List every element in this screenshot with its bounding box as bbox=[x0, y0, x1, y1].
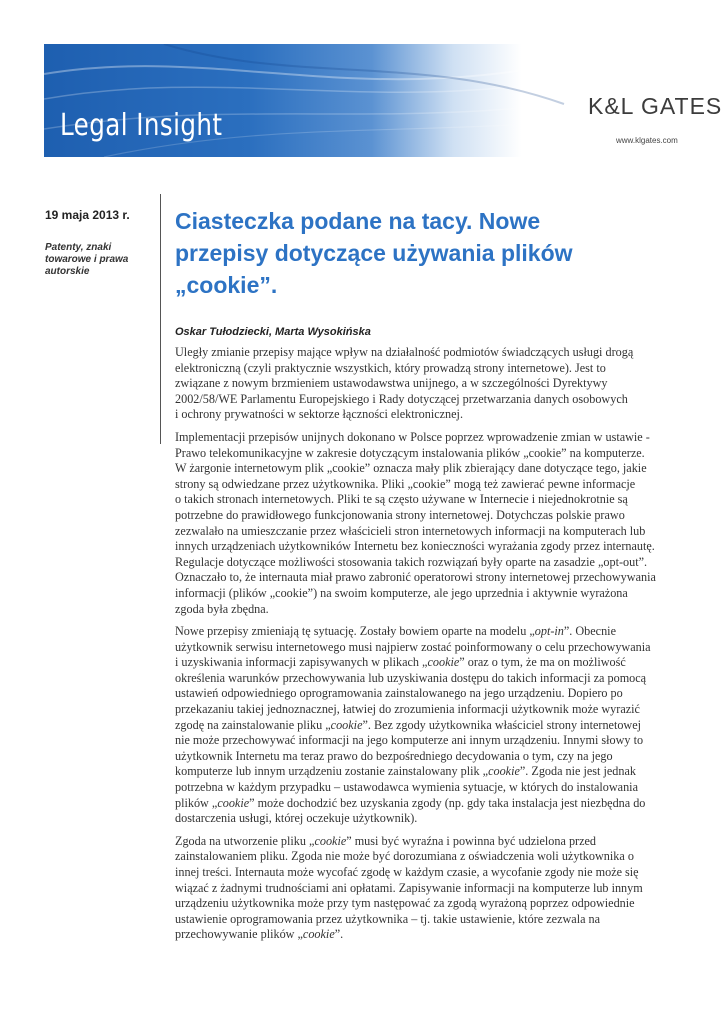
paragraph-line bbox=[175, 718, 707, 734]
italic-term: cookie bbox=[217, 795, 250, 810]
text-segment: o takich stronach internetowych. Pliki te są często używane w Internecie i niejednokrotnie są bbox=[175, 492, 628, 507]
text-segment: ”. bbox=[334, 927, 344, 942]
text-segment: ustawienie oprogramowania przez użytkownika – tj. takie ustawienie, które zezwala na bbox=[175, 911, 601, 926]
text-segment: przechowywanie plików „ bbox=[175, 927, 303, 942]
text-segment: potrzebna w każdym przypadku – ustawodawca wymienia sytuacje, w których do instalowania bbox=[175, 780, 638, 795]
text-segment: zezwalało na umieszczanie przez właścicieli stron internetowych informacji na komputerach lub bbox=[175, 523, 646, 538]
paragraph-line bbox=[175, 912, 707, 928]
body-paragraph bbox=[175, 430, 707, 617]
publication-date: 19 maja 2013 r. bbox=[45, 208, 130, 222]
text-segment: Implementacji przepisów unijnych dokonano w Polsce poprzez wprowadzenie zmian w ustawie - bbox=[175, 429, 650, 444]
text-segment: ” musi być wyraźna i powinna być udzielona przed bbox=[346, 833, 597, 848]
paragraph-line bbox=[175, 376, 707, 392]
paragraph-line bbox=[175, 686, 707, 702]
paragraph-line bbox=[175, 624, 707, 640]
header-banner bbox=[44, 44, 724, 157]
text-segment: Prawo telekomunikacyjne w zakresie dotyczącym instalowania plików „cookie” na komputerze. bbox=[175, 445, 645, 460]
title-line: Ciasteczka podane na tacy. Nowe bbox=[175, 208, 541, 234]
text-segment: i uzyskiwania informacji zapisywanych w plikach „ bbox=[175, 655, 428, 670]
italic-term: cookie bbox=[302, 927, 335, 942]
text-segment: potrzebne do prawidłowego funkcjonowania strony internetowej. Dotychczas polskie prawo bbox=[175, 507, 625, 522]
text-segment: ” oraz o tym, że ma on możliwość bbox=[459, 655, 626, 670]
paragraph-line bbox=[175, 749, 707, 765]
body-paragraph bbox=[175, 834, 707, 943]
paragraph-line bbox=[175, 796, 707, 812]
paragraph-line bbox=[175, 524, 707, 540]
text-segment: Oznaczało to, że internauta miał prawo zabronić operatorowi strony internetowej przechowywania bbox=[175, 570, 656, 585]
text-segment: plików „ bbox=[175, 795, 218, 810]
text-segment: i ochrony prywatności w sektorze łączności elektronicznej. bbox=[175, 407, 463, 422]
paragraph-line bbox=[175, 492, 707, 508]
paragraph-line bbox=[175, 671, 707, 687]
banner-title: Legal Insight bbox=[60, 108, 223, 143]
paragraph-line bbox=[175, 702, 707, 718]
paragraph-line bbox=[175, 446, 707, 462]
paragraph-line bbox=[175, 555, 707, 571]
text-segment: ustawień odpowiedniego oprogramowania zainstalowanego na jego urządzeniu. Dopiero po bbox=[175, 686, 623, 701]
paragraph-line bbox=[175, 881, 707, 897]
text-segment: Zgoda na utworzenie pliku „ bbox=[175, 833, 315, 848]
article-authors: Oskar Tułodziecki, Marta Wysokińska bbox=[175, 326, 371, 338]
paragraph-line bbox=[175, 361, 707, 377]
body-paragraph bbox=[175, 624, 707, 827]
text-segment: zgodę na zainstalowanie pliku „ bbox=[175, 717, 331, 732]
article-body bbox=[175, 345, 707, 950]
italic-term: cookie bbox=[314, 833, 347, 848]
text-segment: nie może przechowywać informacji na jego komputerze ani innym urządzeniu. Innymi słowy to bbox=[175, 733, 644, 748]
article-title bbox=[175, 205, 705, 301]
title-line: przepisy dotyczące używania plików bbox=[175, 240, 573, 266]
paragraph-line bbox=[175, 461, 707, 477]
paragraph-line bbox=[175, 865, 707, 881]
text-segment: strony są odwiedzane przez użytkownika. Pliki „cookie” mogą też zawierać pewne informacje bbox=[175, 476, 636, 491]
text-segment: ”. Bez zgody użytkownika właściciel strony internetowej bbox=[362, 717, 642, 732]
text-segment: Uległy zmianie przepisy mające wpływ na działalność podmiotów świadczących usługi drogą bbox=[175, 345, 634, 359]
text-segment: zgoda była zbędna. bbox=[175, 601, 269, 616]
paragraph-line bbox=[175, 849, 707, 865]
paragraph-line bbox=[175, 764, 707, 780]
text-segment: ” może dochodzić bez uzyskania zgody (np. gdy taka instalacja jest niezbędna do bbox=[249, 795, 646, 810]
category-label bbox=[45, 242, 145, 278]
text-segment: zainstalowaniem pliku. Zgoda nie może być dorozumiana z oświadczenia woli użytkownika o bbox=[175, 849, 634, 864]
text-segment: Nowe przepisy zmieniają tę sytuację. Zostały bowiem oparte na modelu „ bbox=[175, 624, 535, 639]
paragraph-line bbox=[175, 392, 707, 408]
text-segment: Regulacje dotyczące możliwości stosowania takich rozwiązań były oparte na zasadzie „opt-out”. bbox=[175, 554, 648, 569]
text-segment: określenia warunków przechowywania lub uzyskiwania dostępu do takich informacji za pomocą bbox=[175, 670, 647, 685]
paragraph-line bbox=[175, 896, 707, 912]
text-segment: użytkownik Internetu ma teraz prawo do bezpośredniego decydowania o tym, czy na jego bbox=[175, 748, 613, 763]
paragraph-line bbox=[175, 345, 707, 361]
category-line: Patenty, znaki bbox=[45, 242, 112, 253]
category-line: autorskie bbox=[45, 266, 90, 277]
text-segment: komputerze lub innym urządzeniu zostanie zainstalowany plik „ bbox=[175, 764, 489, 779]
text-segment: urządzeniu użytkownika może przy tym następować za zgodą wyrażoną poprzez odpowiednie bbox=[175, 896, 635, 911]
paragraph-line bbox=[175, 602, 707, 618]
text-segment: ”. Zgoda nie jest jednak bbox=[519, 764, 636, 779]
column-divider bbox=[160, 194, 161, 444]
paragraph-line bbox=[175, 430, 707, 446]
paragraph-line bbox=[175, 539, 707, 555]
text-segment: wiązać z żadnymi trudnościami ani opłatami. Zapisywanie informacji na komputerze lub innym bbox=[175, 880, 643, 895]
body-paragraph bbox=[175, 345, 707, 423]
text-segment: innych urządzeniach użytkowników Internetu bez konieczności wyrażania zgody przez internautę. bbox=[175, 539, 655, 554]
paragraph-line bbox=[175, 477, 707, 493]
paragraph-line bbox=[175, 570, 707, 586]
text-segment: przekazaniu takiej jednoznacznej, łatwiej do zrozumienia informacji użytkownik może wyrazić bbox=[175, 702, 640, 717]
paragraph-line bbox=[175, 834, 707, 850]
italic-term: cookie bbox=[488, 764, 520, 779]
text-segment: dostarczenia usługi, której oczekuje użytkownik). bbox=[175, 811, 418, 826]
text-segment: innej treści. Internauta może wycofać zgodę w każdym czasie, a wycofanie zgody nie może się bbox=[175, 865, 639, 879]
paragraph-line bbox=[175, 780, 707, 796]
paragraph-line bbox=[175, 655, 707, 671]
paragraph-line bbox=[175, 640, 707, 656]
category-line: towarowe i prawa bbox=[45, 254, 129, 265]
text-segment: ”. Obecnie bbox=[563, 624, 616, 639]
text-segment: 2002/58/WE Parlamentu Europejskiego i Rady dotyczącej przetwarzania danych osobowych bbox=[175, 391, 628, 406]
text-segment: związane z nowym brzmieniem ustawodawstwa unijnego, a w szczególności Dyrektywy bbox=[175, 376, 608, 391]
paragraph-line bbox=[175, 508, 707, 524]
italic-term: cookie bbox=[330, 717, 363, 732]
paragraph-line bbox=[175, 927, 707, 943]
paragraph-line bbox=[175, 586, 707, 602]
paragraph-line bbox=[175, 811, 707, 827]
company-url: www.klgates.com bbox=[616, 136, 678, 145]
paragraph-line bbox=[175, 733, 707, 749]
paragraph-line bbox=[175, 407, 707, 423]
text-segment: użytkownik serwisu internetowego musi najpierw zostać poinformowany o celu przechowywania bbox=[175, 639, 651, 654]
text-segment: informacji (plików „cookie”) na swoim komputerze, ale jego uprzednia i aktywnie wyrażona bbox=[175, 585, 628, 600]
title-line: „cookie”. bbox=[175, 272, 278, 298]
italic-term: cookie bbox=[427, 655, 460, 670]
company-logo: K&L GATES bbox=[588, 93, 723, 119]
text-segment: elektroniczną (czyli praktycznie wszystkich, który prowadzą strony internetowe). Jest to bbox=[175, 360, 606, 375]
italic-term: opt-in bbox=[534, 624, 564, 639]
text-segment: W żargonie internetowym plik „cookie” oznacza mały plik zbierający dane dotyczące tego, jakie bbox=[175, 461, 647, 476]
